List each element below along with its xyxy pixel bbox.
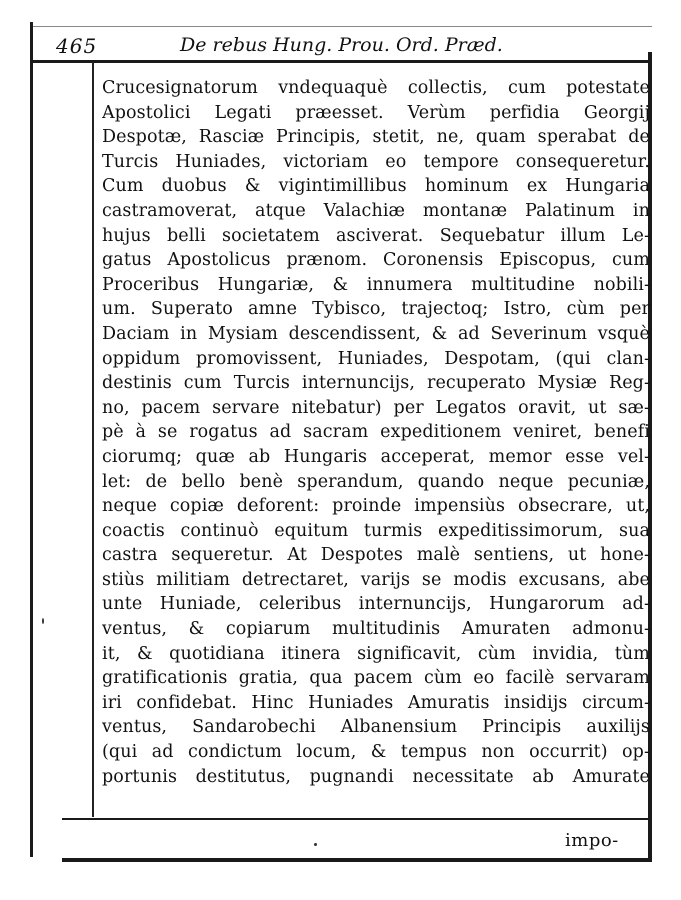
text-line: castra sequeretur. At Despotes malè sentiens, ut hone- (102, 545, 650, 566)
text-line: let: de bello benè sperandum, quando neque pecuniæ, (102, 471, 650, 492)
text-line: Apostolici Legati præesset. Verùm perfidia Georgij (102, 102, 650, 123)
frame-left-border (30, 22, 33, 857)
text-line: hujus belli societatem asciverat. Sequebatur illum Le- (102, 225, 650, 246)
text-line: pè à se rogatus ad sacram expeditionem veniret, benefi (102, 422, 650, 443)
text-line: coactis continuò equitum turmis expeditissimorum, sua (102, 520, 650, 541)
header-top-rule (32, 26, 652, 27)
text-line: ciorumq; quæ ab Hungaris acceperat, memor esse vel- (102, 446, 650, 467)
page-number: 465 (56, 34, 98, 58)
header-rule (30, 60, 652, 63)
text-line: portunis destitutus, pugnandi necessitate ab Amurate (102, 766, 650, 787)
text-line: Cum duobus & vigintimillibus hominum ex Hungaria (102, 176, 650, 197)
text-line: Daciam in Mysiam descendissent, & ad Severinum vsquè (102, 323, 650, 344)
ink-speck (42, 618, 44, 624)
text-line: neque copiæ deforent: proinde impensiùs obsecrare, ut, (102, 496, 650, 517)
text-line: um. Superato amne Tybisco, trajectoq; Istro, cùm per (102, 299, 650, 320)
inner-margin-rule (92, 62, 94, 817)
ink-speck (314, 843, 317, 846)
footer-rule-lower (62, 858, 652, 862)
text-line: it, & quotidiana itinera significavit, cùm invidia, tùm (102, 643, 650, 664)
text-line: Proceribus Hungariæ, & innumera multitudine nobili- (102, 274, 650, 295)
text-line: oppidum promovissent, Huniades, Despotam, (qui clan- (102, 348, 650, 369)
text-line: no, pacem servare nitebatur) per Legatos oravit, ut sæ- (102, 397, 650, 418)
text-line: stiùs militiam detrectaret, varijs se modis excusans, abe (102, 569, 650, 590)
running-head: De rebus Hung. Prou. Ord. Præd. (180, 34, 503, 56)
text-line: gratificationis gratia, qua pacem cùm eo facilè servaram (102, 668, 650, 689)
text-line: castramoverat, atque Valachiæ montanæ Palatinum in (102, 200, 650, 221)
text-line: destinis cum Turcis internuncijs, recuperato Mysiæ Reg- (102, 373, 650, 394)
text-line: ventus, & copiarum multitudinis Amuraten admonu- (102, 619, 650, 640)
catchword: impo- (565, 830, 619, 851)
text-line: ventus, Sandarobechi Albanensium Principis auxilijs (102, 717, 650, 738)
text-line: Despotæ, Rasciæ Principis, stetit, ne, quam sperabat de (102, 127, 650, 148)
body-text (102, 76, 650, 789)
text-line: unte Huniade, celeribus internuncijs, Hungarorum ad- (102, 594, 650, 615)
text-line: Crucesignatorum vndequaquè collectis, cum potestate (102, 78, 650, 98)
footer-rule-upper (62, 818, 652, 820)
text-line: gatus Apostolicus prænom. Coronensis Episcopus, cum (102, 250, 650, 271)
text-line: iri confidebat. Hinc Huniades Amuratis insidijs circum- (102, 692, 650, 713)
text-line: Turcis Huniades, victoriam eo tempore consequeretur. (102, 151, 650, 172)
text-line: (qui ad condictum locum, & tempus non occurrit) op- (102, 742, 650, 763)
